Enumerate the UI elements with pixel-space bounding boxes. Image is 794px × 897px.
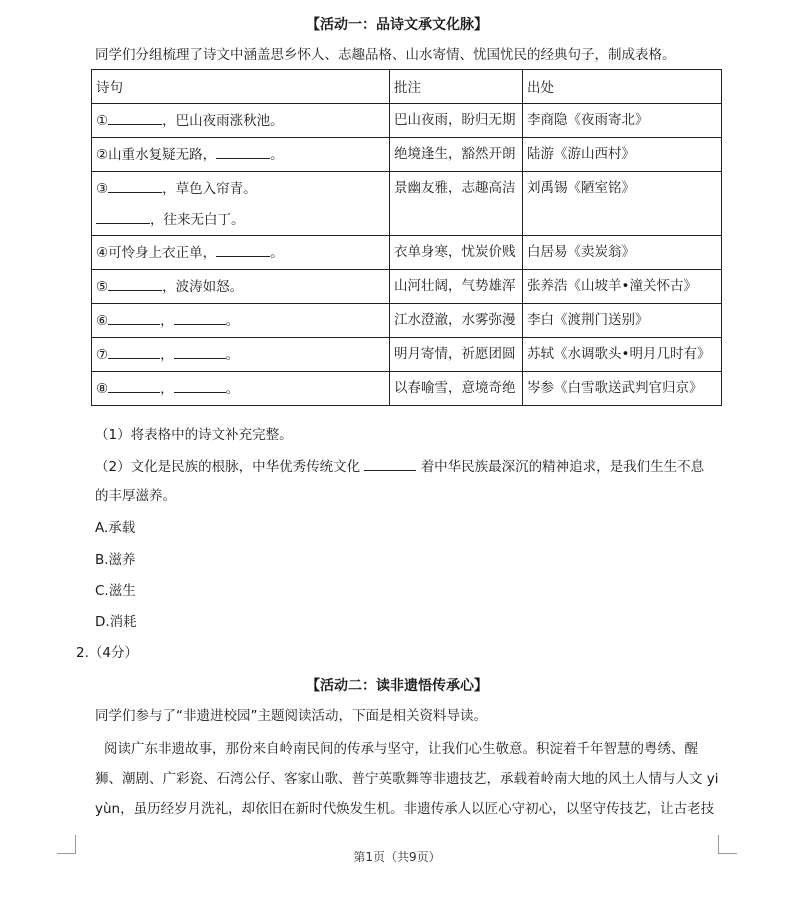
paragraph-line: yùn，虽历经岁月洗礼，却依旧在新时代焕发生机。非遗传承人以匠心守初心，以坚守传技艺，让古老技 bbox=[95, 801, 715, 817]
table-row bbox=[92, 304, 722, 338]
poem-table bbox=[91, 69, 722, 406]
table-row bbox=[92, 104, 722, 138]
paragraph-line: 狮、潮剧、广彩瓷、石湾公仔、客家山歌、普宁英歌舞等非遗技艺，承载着岭南大地的风土人情与人文 yi bbox=[95, 771, 719, 787]
source-cell: 李白《渡荆门送别》 bbox=[523, 304, 722, 338]
fill-blank[interactable] bbox=[174, 344, 226, 359]
fill-blank[interactable] bbox=[108, 378, 160, 393]
poem-cell: ⑦ ， 。 bbox=[92, 338, 390, 372]
table-row bbox=[92, 236, 722, 270]
note-cell: 江水澄澈，水雾弥漫 bbox=[390, 304, 523, 338]
page-number: 第1页（共9页） bbox=[353, 850, 441, 864]
fill-blank[interactable] bbox=[108, 310, 160, 325]
note-cell: 景幽友雅，志趣高洁 bbox=[390, 172, 523, 236]
source-cell: 苏轼《水调歌头•明月几时有》 bbox=[523, 338, 722, 372]
poem-cell: ②山重水复疑无路， 。 bbox=[92, 138, 390, 172]
activity1-title: 【活动一：品诗文承文化脉】 bbox=[306, 17, 488, 33]
fill-blank[interactable] bbox=[174, 310, 226, 325]
activity2-intro: 同学们参与了“非遗进校园”主题阅读活动，下面是相关资料导读。 bbox=[95, 708, 487, 724]
fill-blank[interactable] bbox=[96, 209, 150, 224]
poem-cell: ④可怜身上衣正单， 。 bbox=[92, 236, 390, 270]
fill-blank[interactable] bbox=[216, 144, 270, 159]
activity1-intro: 同学们分组梳理了诗文中涵盖思乡怀人、志趣品格、山水寄情、忧国忧民的经典句子，制成表格。 bbox=[95, 47, 676, 63]
poem-cell: ⑤ ，波涛如怒。 bbox=[92, 270, 390, 304]
table-row bbox=[92, 338, 722, 372]
source-cell: 刘禹锡《陋室铭》 bbox=[523, 172, 722, 236]
poem-cell: ⑧ ， 。 bbox=[92, 372, 390, 406]
note-cell: 绝境逢生，豁然开朗 bbox=[390, 138, 523, 172]
fill-blank[interactable] bbox=[216, 242, 270, 257]
fill-blank[interactable] bbox=[108, 110, 162, 125]
source-cell: 张养浩《山坡羊•潼关怀古》 bbox=[523, 270, 722, 304]
question-1: （1）将表格中的诗文补充完整。 bbox=[95, 427, 293, 443]
activity2-title: 【活动二：读非遗悟传承心】 bbox=[306, 678, 488, 694]
table-header-row bbox=[92, 70, 722, 104]
question-2-line2: 的丰厚滋养。 bbox=[95, 488, 176, 504]
header-source: 出处 bbox=[523, 70, 722, 104]
source-cell: 岑参《白雪歌送武判官归京》 bbox=[523, 372, 722, 406]
poem-cell: ⑥ ， 。 bbox=[92, 304, 390, 338]
source-cell: 陆游《游山西村》 bbox=[523, 138, 722, 172]
question-2-line1: （2）文化是民族的根脉，中华优秀传统文化 着中华民族最深沉的精神追求，是我们生生不息 bbox=[95, 456, 704, 477]
option-a[interactable]: A.承载 bbox=[95, 520, 136, 536]
option-c[interactable]: C.滋生 bbox=[95, 583, 136, 599]
source-cell: 李商隐《夜雨寄北》 bbox=[523, 104, 722, 138]
option-d[interactable]: D.消耗 bbox=[95, 614, 137, 630]
option-b[interactable]: B.滋养 bbox=[95, 552, 136, 568]
fill-blank[interactable] bbox=[174, 378, 226, 393]
header-note: 批注 bbox=[390, 70, 523, 104]
header-poem: 诗句 bbox=[92, 70, 390, 104]
note-cell: 衣单身寒，忧炭价贱 bbox=[390, 236, 523, 270]
fill-blank[interactable] bbox=[364, 456, 416, 471]
note-cell: 以春喻雪，意境奇绝 bbox=[390, 372, 523, 406]
poem-cell: ③ ，草色入帘青。 ，往来无白丁。 bbox=[92, 172, 390, 236]
note-cell: 山河壮阔，气势雄浑 bbox=[390, 270, 523, 304]
source-cell: 白居易《卖炭翁》 bbox=[523, 236, 722, 270]
fill-blank[interactable] bbox=[108, 276, 162, 291]
fill-blank[interactable] bbox=[108, 178, 162, 193]
question-2-label: 2.（4分） bbox=[76, 645, 138, 661]
note-cell: 巴山夜雨，盼归无期 bbox=[390, 104, 523, 138]
table-row bbox=[92, 138, 722, 172]
table-row bbox=[92, 372, 722, 406]
table-row bbox=[92, 270, 722, 304]
poem-cell: ① ，巴山夜雨涨秋池。 bbox=[92, 104, 390, 138]
table-row bbox=[92, 172, 722, 236]
paragraph-line: 阅读广东非遗故事，那份来自岭南民间的传承与坚守，让我们心生敬意。积淀着千年智慧的粤绣、醒 bbox=[104, 741, 698, 757]
fill-blank[interactable] bbox=[108, 344, 160, 359]
note-cell: 明月寄情，祈愿团圆 bbox=[390, 338, 523, 372]
